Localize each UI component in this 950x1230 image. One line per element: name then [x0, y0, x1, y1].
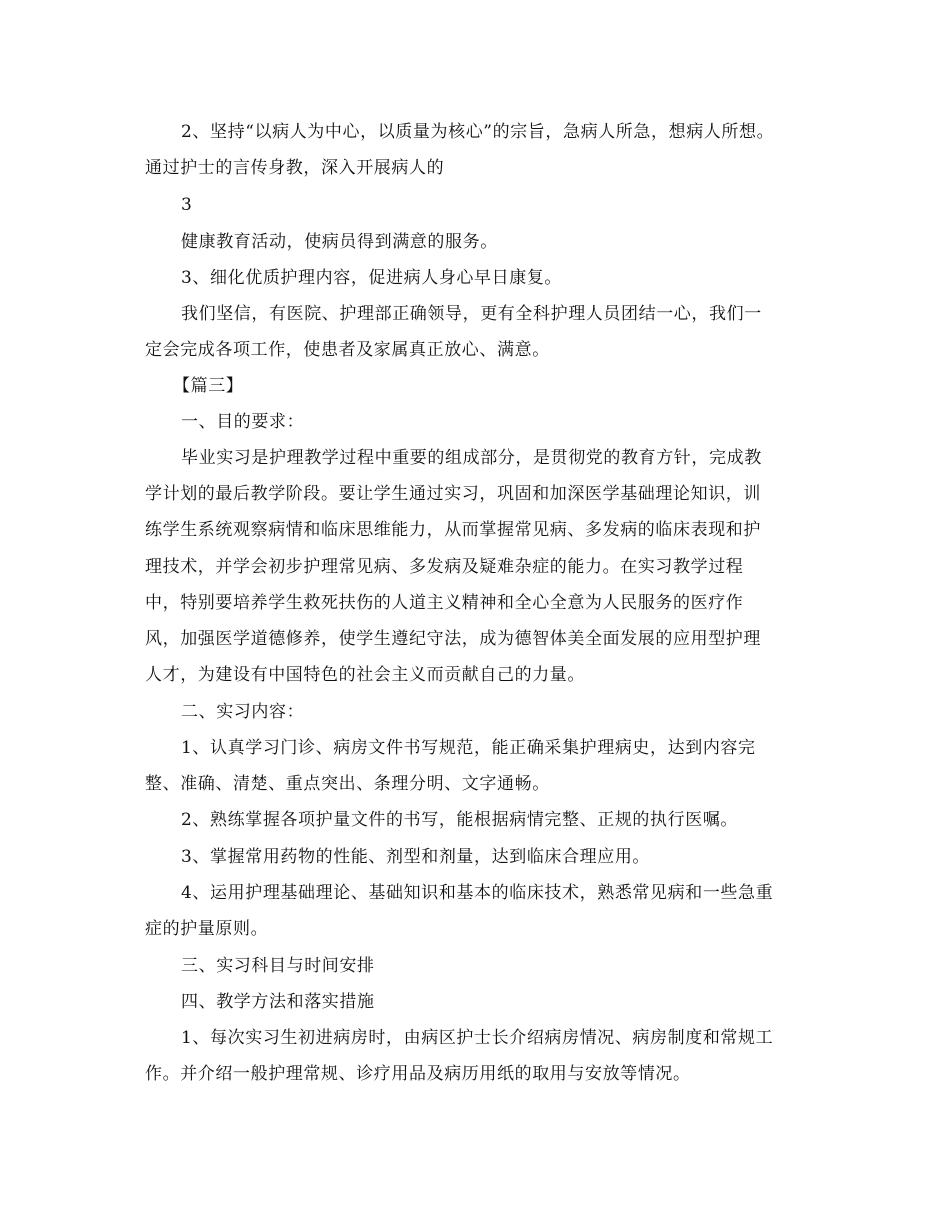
text-line: 人才，为建设有中国特色的社会主义而贡献自己的力量。	[145, 665, 585, 685]
text-line: 理技术，并学会初步护理常见病、多发病及疑难杂症的能力。在实习教学过程	[145, 557, 744, 577]
text-line: 风，加强医学道德修养，使学生遵纪守法，成为德智体美全面发展的应用型护理	[145, 629, 761, 649]
page-number: 3	[181, 195, 193, 215]
text-line: 定会完成各项工作，使患者及家属真正放心、满意。	[145, 340, 550, 360]
text-line: 2、熟练掌握各项护量文件的书写，能根据病情完整、正规的执行医嘱。	[181, 810, 739, 830]
text-line: 症的护量原则。	[145, 919, 269, 939]
text-line: 作。并介绍一般护理常规、诊疗用品及病历用纸的取用与安放等情况。	[145, 1064, 691, 1084]
text-line: 中，特别要培养学生救死扶伤的人道主义精神和全心全意为人民服务的医疗作	[145, 593, 744, 613]
text-line: 毕业实习是护理教学过程中重要的组成部分，是贯彻党的教育方针，完成教	[181, 448, 762, 468]
text-line: 健康教育活动，使病员得到满意的服务。	[181, 232, 498, 252]
text-line: 4、运用护理基础理论、基础知识和基本的临床技术，熟悉常见病和一些急重	[181, 883, 774, 903]
text-line: 我们坚信，有医院、护理部正确领导，更有全科护理人员团结一心，我们一	[181, 304, 762, 324]
text-line: 通过护士的言传身教，深入开展病人的	[145, 158, 445, 178]
section-heading: 二、实习内容：	[181, 702, 305, 722]
text-line: 2、坚持“以病人为中心，以质量为核心”的宗旨，急病人所急，想病人所想。	[181, 122, 775, 142]
section-heading: 【篇三】	[173, 376, 244, 396]
text-line: 整、准确、清楚、重点突出、条理分明、文字通畅。	[145, 774, 550, 794]
text-line: 1、每次实习生初进病房时，由病区护士长介绍病房情况、病房制度和常规工	[181, 1028, 774, 1048]
text-line: 1、认真学习门诊、病房文件书写规范，能正确采集护理病史，达到内容完	[181, 738, 756, 758]
text-line: 3、细化优质护理内容，促进病人身心早日康复。	[181, 268, 563, 288]
section-heading: 三、实习科目与时间安排	[181, 956, 375, 976]
section-heading: 一、目的要求：	[181, 412, 305, 432]
text-line: 练学生系统观察病情和临床思维能力，从而掌握常见病、多发病的临床表现和护	[145, 520, 761, 540]
text-line: 3、掌握常用药物的性能、剂型和剂量，达到临床合理应用。	[181, 847, 651, 867]
text-line: 学计划的最后教学阶段。要让学生通过实习，巩固和加深医学基础理论知识，训	[145, 484, 761, 504]
section-heading: 四、教学方法和落实措施	[181, 992, 375, 1012]
